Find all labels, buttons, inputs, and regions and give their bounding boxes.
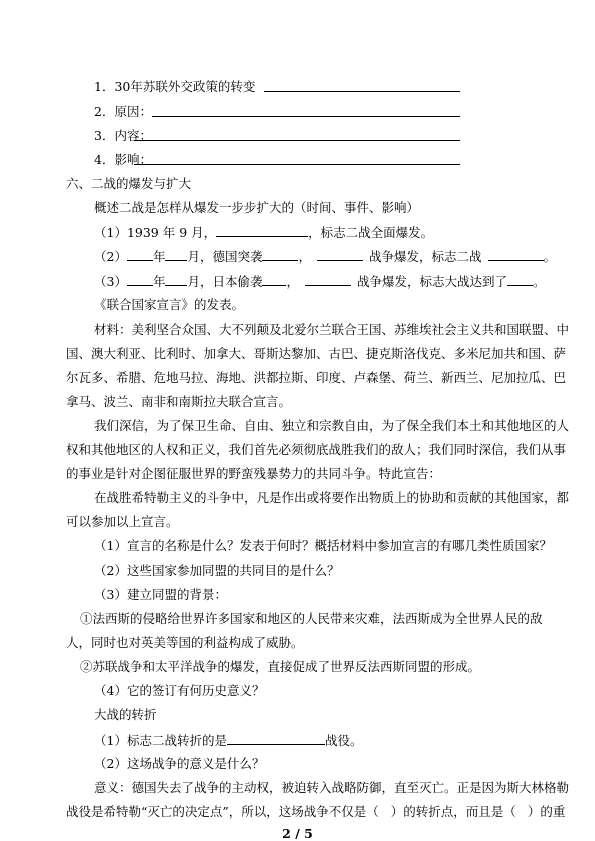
section-heading: 六、二战的爆发与扩大: [66, 176, 192, 191]
declaration-question-2: （2）这些国家参加同盟的共同目的是什么？: [94, 563, 340, 578]
section-intro: 概述二战是怎样从爆发一步步扩大的（时间、事件、影响）: [94, 200, 420, 215]
q3-text-c: 月，日本偷袭: [187, 274, 263, 289]
q2-text-b: 年: [152, 249, 166, 264]
q3-blank-peak[interactable]: [507, 272, 533, 286]
paragraph-2-line-1: 在战胜希特勒主义的斗争中，凡是作出或将要作出物质上的协助和贡献的其他国家，都: [94, 490, 570, 505]
q1-text-a: （1）1939 年 9 月，: [94, 225, 217, 240]
q3-text-f: 。: [533, 274, 546, 289]
material-line-1: 材料：美利坚合众国、大不列颠及北爱尔兰联合王国、苏维埃社会主义共和国联盟、中: [94, 322, 570, 337]
item-4: 4．影响：: [94, 152, 152, 167]
q2-text-c: 月，德国突袭: [187, 249, 263, 264]
turning-heading: 大战的转折: [94, 707, 157, 722]
q2-text-e: 战争爆发，标志二战: [369, 249, 482, 264]
q3-text-d: ，: [286, 274, 299, 289]
material-line-2: 国、澳大利亚、比利时、加拿大、哥斯达黎加、古巴、捷克斯洛伐克、多米尼加共和国、萨: [66, 346, 567, 361]
background-1-line-2: 人，同时也对英美等国的利益构成了威胁。: [66, 635, 304, 650]
q3-blank-year[interactable]: [127, 272, 153, 286]
q1-blank[interactable]: [216, 223, 308, 237]
background-1-line-1: ①法西斯的侵略给世界许多国家和地区的人民带来灾难，法西斯成为全世界人民的敌: [80, 611, 543, 626]
q2-blank-war[interactable]: [317, 247, 363, 261]
q2-blank-year[interactable]: [127, 247, 153, 261]
item-4-blank[interactable]: [134, 151, 460, 170]
item-2-blank[interactable]: [152, 103, 460, 122]
meaning-line-2: [66, 803, 565, 821]
q3-text-a: （3）: [94, 274, 127, 289]
question-2: [94, 247, 556, 266]
page-number: 2 / 5: [282, 826, 313, 841]
t1-text-b: 战役。: [324, 733, 363, 748]
declaration-question-4: （4）它的签订有何历史意义？: [94, 683, 265, 698]
m2-text-a: 战役是希特勒“灭亡的决定点”，所以，这场战争不仅是（: [66, 804, 379, 819]
item-1: 1．30年苏联外交政策的转变: [94, 79, 256, 94]
item-3: 3．内容：: [94, 128, 152, 143]
paragraph-1-line-2: 权和其他地区的人权和正义，我们首先必须彻底战胜我们的敌人；我们同时深信，我们从事: [66, 442, 567, 457]
q3-text-e: 战争爆发，标志大战达到了: [357, 274, 508, 289]
q3-blank-month[interactable]: [165, 272, 187, 286]
q2-text-d: ，: [298, 249, 311, 264]
m2-text-b: ）的转折点，而且是（: [390, 804, 516, 819]
turning-question-1: [94, 731, 362, 750]
q3-text-b: 年: [152, 274, 166, 289]
declaration-title: 《联合国家宣言》的发表。: [94, 297, 245, 312]
paragraph-1-line-3: 的事业是针对企图征服世界的野蛮残暴势力的共同斗争。特此宣告：: [66, 466, 442, 481]
item-3-blank[interactable]: [134, 127, 460, 146]
t1-text-a: （1）标志二战转折的是: [94, 733, 227, 748]
declaration-question-3: （3）建立同盟的背景：: [94, 587, 227, 602]
question-1: [94, 223, 433, 242]
item-2: 2．原因：: [94, 104, 152, 119]
question-3: [94, 272, 546, 291]
meaning-line-1: 意义：德国失去了战争的主动权，被迫转入战略防御，直至灭亡。正是因为斯大林格勒: [94, 780, 570, 795]
material-line-3: 尔瓦多、希腊、危地马拉、海地、洪都拉斯、印度、卢森堡、荷兰、新西兰、尼加拉瓜、巴: [66, 370, 567, 385]
material-line-4: 拿马、波兰、南非和南斯拉夫联合宣言。: [66, 394, 292, 409]
q2-blank-stage[interactable]: [488, 247, 544, 261]
q1-text-b: ，标志二战全面爆发。: [308, 225, 434, 240]
background-2: ②苏联战争和太平洋战争的爆发，直接促成了世界反法西斯同盟的形成。: [80, 659, 481, 674]
q2-blank-target[interactable]: [262, 247, 298, 261]
q3-blank-war[interactable]: [305, 272, 351, 286]
q2-blank-month[interactable]: [165, 247, 187, 261]
m2-text-c: ）的重: [527, 804, 566, 819]
q3-blank-target[interactable]: [262, 272, 286, 286]
turning-question-2: （2）这场战争的意义是什么？: [94, 756, 265, 771]
declaration-question-1: （1）宣言的名称是什么？发表于何时？概括材料中参加宣言的有哪几类性质国家？: [94, 538, 552, 553]
paragraph-1-line-1: 我们深信，为了保卫生命、自由、独立和宗教自由，为了保全我们本土和其他地区的人: [94, 418, 570, 433]
paragraph-2-line-2: 可以参加以上宣言。: [66, 514, 179, 529]
item-1-blank[interactable]: [264, 78, 460, 97]
t1-blank[interactable]: [227, 731, 325, 745]
q2-text-f: 。: [543, 249, 557, 264]
q2-text-a: （2）: [94, 249, 127, 264]
